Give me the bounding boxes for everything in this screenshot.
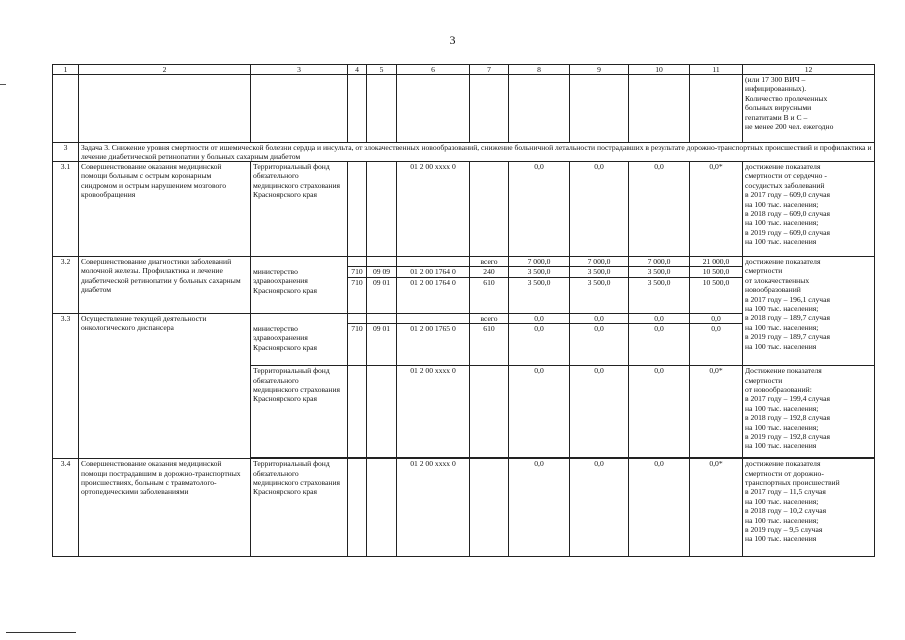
task-text: Задача 3. Снижение уровня смертности от ишемической болезни сердца и инсульта, от злокачественных новообразований, снижение больничной летальности пострадавших в результате дорожно-транспортных происшествий и профилактика и лечение диабетической ретинопатии у больных сахарным диабетом xyxy=(79,143,875,162)
amount-2019: 0,0 xyxy=(629,324,690,366)
amount-2018: 0,0 xyxy=(570,162,629,257)
header-cell: 10 xyxy=(629,65,690,75)
grbs-code: 710 xyxy=(348,267,367,277)
amount-2018: 3 500,0 xyxy=(570,267,629,277)
amount-2017: 3 500,0 xyxy=(509,277,570,313)
amount-2018: 3 500,0 xyxy=(570,277,629,313)
amount-2019: 0,0 xyxy=(629,459,690,557)
vr-code: 240 xyxy=(470,267,509,277)
amount-total: 0,0* xyxy=(690,366,743,458)
amount-2018: 0,0 xyxy=(570,324,629,366)
vr-code: всего xyxy=(470,257,509,267)
table-row xyxy=(53,162,875,257)
executor: министерство здравоохранения Красноярского края xyxy=(251,324,348,366)
csr-code: 01 2 00 1765 0 xyxy=(397,324,470,366)
amount-2018: 0,0 xyxy=(570,313,629,323)
amount-total: 0,0 xyxy=(690,324,743,366)
measure-name: Совершенствование оказания медицинской помощи больным с острым коронарным синдромом и острым нарушением мозгового кровообращения xyxy=(79,162,251,257)
table-row xyxy=(53,459,875,557)
grbs-code: 710 xyxy=(348,324,367,366)
executor: Территориальный фонд обязательного медицинского страхования Красноярского края xyxy=(251,162,348,257)
header-cell: 2 xyxy=(79,65,251,75)
result-cell: (или 17 300 ВИЧ – инфицированных). Количество пролеченных больных вирусными гепатитами В и С – не менее 200 чел. ежегодно xyxy=(743,75,875,143)
table-row xyxy=(53,75,875,143)
grbs-code: 710 xyxy=(348,277,367,313)
header-cell: 4 xyxy=(348,65,367,75)
result-cell: достижение показателя смертности от дорожно- транспортных происшествий в 2017 году – 11,5 случая на 100 тыс. населения; в 2018 году – 10,2 случая на 100 тыс. населения; в 2019 году – 9,5 случая на 100 тыс. населения xyxy=(743,459,875,557)
amount-2017: 0,0 xyxy=(509,162,570,257)
margin-mark xyxy=(0,84,6,85)
header-cell: 8 xyxy=(509,65,570,75)
result-cell: достижение показателя смертности от злокачественных новообразований в 2017 году – 196,1 случая на 100 тыс. населения; в 2018 году – 189,7 случая на 100 тыс. населения; в 2019 году – 189,7 случая на 100 тыс. населения xyxy=(743,257,875,366)
executor: министерство здравоохранения Красноярского края xyxy=(251,267,348,313)
amount-2019: 7 000,0 xyxy=(629,257,690,267)
vr-code xyxy=(470,162,509,257)
header-cell: 6 xyxy=(397,65,470,75)
executor: Территориальный фонд обязательного медицинского страхования Красноярского края xyxy=(251,366,348,458)
table-row xyxy=(53,257,875,267)
header-cell: 11 xyxy=(690,65,743,75)
rzpr-code: 09 01 xyxy=(367,277,397,313)
amount-2019: 3 500,0 xyxy=(629,277,690,313)
csr-code: 01 2 00 1764 0 xyxy=(397,267,470,277)
csr-code: 01 2 00 хххх 0 xyxy=(397,459,470,557)
amount-total: 10 500,0 xyxy=(690,277,743,313)
header-cell: 1 xyxy=(53,65,79,75)
executor: Территориальный фонд обязательного медицинского страхования Красноярского края xyxy=(251,459,348,557)
measure-name: Осуществление текущей деятельности онкологического диспансера xyxy=(79,313,251,458)
footer-line xyxy=(6,632,76,633)
rzpr-code: 09 09 xyxy=(367,267,397,277)
amount-2017: 3 500,0 xyxy=(509,267,570,277)
row-number: 3.4 xyxy=(53,459,79,557)
amount-total: 21 000,0 xyxy=(690,257,743,267)
program-table xyxy=(52,64,875,557)
amount-2017: 0,0 xyxy=(509,366,570,458)
row-number: 3.2 xyxy=(53,257,79,314)
header-cell: 12 xyxy=(743,65,875,75)
amount-2017: 0,0 xyxy=(509,459,570,557)
vr-code: 610 xyxy=(470,277,509,313)
page-number: 3 xyxy=(449,33,456,47)
vr-code: всего xyxy=(470,313,509,323)
amount-2019: 0,0 xyxy=(629,162,690,257)
amount-2017: 0,0 xyxy=(509,324,570,366)
amount-2018: 7 000,0 xyxy=(570,257,629,267)
header-cell: 9 xyxy=(570,65,629,75)
amount-2017: 0,0 xyxy=(509,313,570,323)
task-row xyxy=(53,143,875,162)
amount-2019: 3 500,0 xyxy=(629,267,690,277)
amount-2019: 0,0 xyxy=(629,366,690,458)
csr-code: 01 2 00 1764 0 xyxy=(397,277,470,313)
row-number: 3.3 xyxy=(53,313,79,458)
amount-total: 0,0* xyxy=(690,162,743,257)
vr-code: 610 xyxy=(470,324,509,366)
rzpr-code: 09 01 xyxy=(367,324,397,366)
csr-code: 01 2 00 хххх 0 xyxy=(397,162,470,257)
amount-total: 10 500,0 xyxy=(690,267,743,277)
header-row xyxy=(53,65,875,75)
csr-code: 01 2 00 хххх 0 xyxy=(397,366,470,458)
rzpr-code xyxy=(367,162,397,257)
header-cell: 7 xyxy=(470,65,509,75)
amount-2018: 0,0 xyxy=(570,366,629,458)
amount-total: 0,0 xyxy=(690,313,743,323)
row-number: 3 xyxy=(53,143,79,162)
row-number: 3.1 xyxy=(53,162,79,257)
result-cell: достижение показателя смертности от сердечно - сосудистых заболеваний в 2017 году – 609,0 случая на 100 тыс. населения; в 2018 году – 609,0 случая на 100 тыс. населения; в 2019 году – 609,0 случая на 100 тыс. населения xyxy=(743,162,875,257)
amount-2019: 0,0 xyxy=(629,313,690,323)
amount-2017: 7 000,0 xyxy=(509,257,570,267)
grbs-code xyxy=(348,162,367,257)
amount-total: 0,0* xyxy=(690,459,743,557)
amount-2018: 0,0 xyxy=(570,459,629,557)
measure-name: Совершенствование оказания медицинской помощи пострадавшим в дорожно-транспортных происшествиях, больным с травматолого-ортопедическими заболеваниями xyxy=(79,459,251,557)
result-cell: Достижение показателя смертности от новообразований: в 2017 году – 199,4 случая на 100 тыс. населения; в 2018 году – 192,8 случая на 100 тыс. населения; в 2019 году – 192,8 случая на 100 тыс. населения xyxy=(743,366,875,458)
header-cell: 5 xyxy=(367,65,397,75)
measure-name: Совершенствование диагностики заболеваний молочной железы. Профилактика и лечение диабетической ретинопатии у больных сахарным диабетом xyxy=(79,257,251,314)
header-cell: 3 xyxy=(251,65,348,75)
